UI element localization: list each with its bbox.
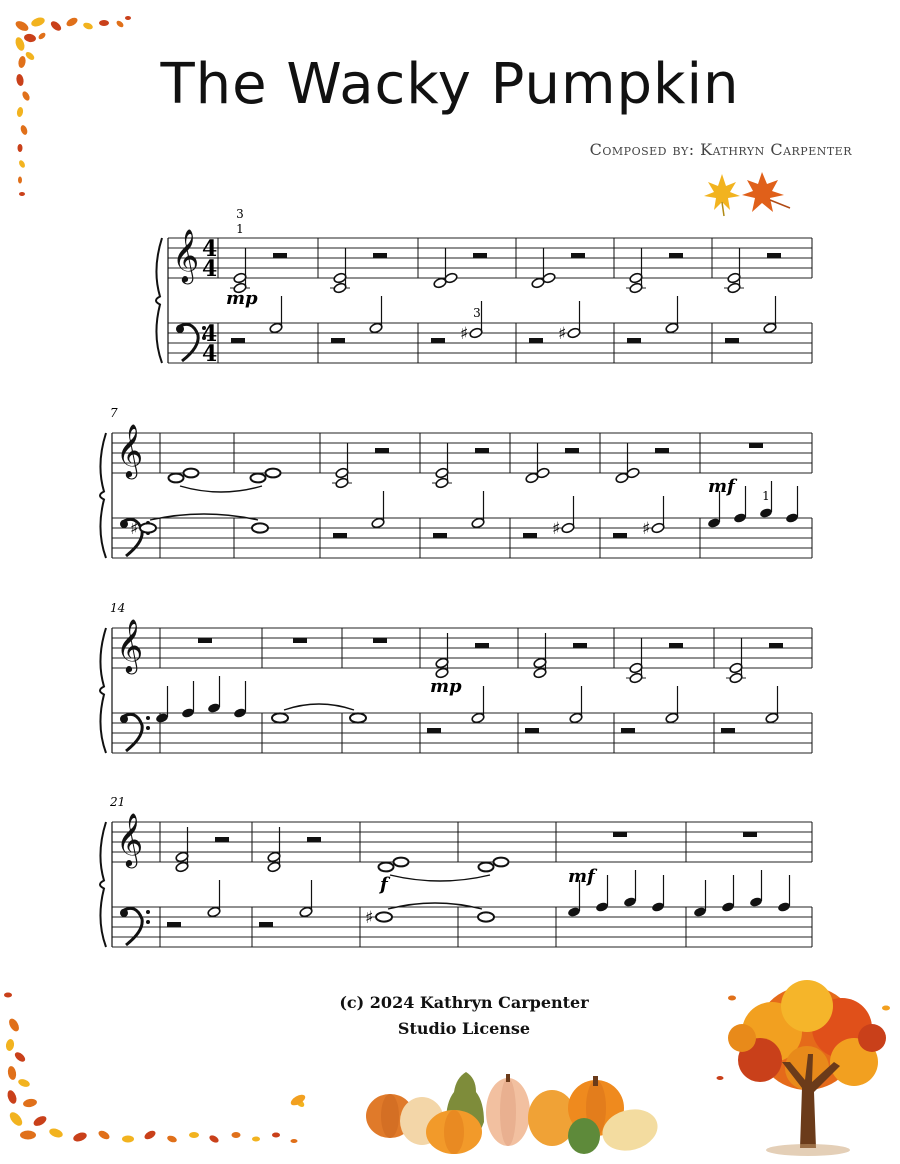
half-rest [167,922,181,927]
sharp-sign-icon: ♯ [130,519,139,539]
quarter-note [777,875,791,913]
tie-arc [388,903,482,909]
measure-number: 7 [110,406,118,420]
dynamic-marking: mf [568,866,595,887]
whole-note [272,713,288,722]
leaf-corner-bottom-left-icon [0,985,310,1155]
whole-note [252,523,268,532]
half-rest [769,643,783,648]
half-note [369,296,383,334]
half-note [765,686,779,724]
pumpkins-illustration [362,1066,662,1156]
half-note [207,880,221,918]
whole-rest [749,443,763,448]
quarter-note [749,870,763,908]
time-signature-top: 4 [202,321,218,347]
treble-clef-icon: 𝄞 [116,618,144,672]
time-signature-bottom: 4 [202,256,218,282]
whole-note [140,523,156,532]
half-note [471,491,485,529]
quarter-note [181,681,195,719]
falling-leaf-icon [288,1092,308,1108]
fingering-number: 3 [473,306,481,320]
half-note [371,491,385,529]
dynamic-marking: mf [708,476,735,497]
half-rest [473,253,487,258]
half-rest [525,728,539,733]
sharp-sign-icon: ♯ [365,908,374,928]
quarter-note [155,686,169,724]
half-rest [613,533,627,538]
fingering-number: 3 [236,207,244,221]
time-signature-top: 4 [202,236,218,262]
chord-dyad [233,248,247,294]
quarter-note [693,880,707,918]
half-rest [523,533,537,538]
whole-rest [743,832,757,837]
chord-dyad [335,443,349,489]
half-rest [215,837,229,842]
system-2 [100,406,812,558]
half-rest [725,338,739,343]
half-note [665,686,679,724]
chord-dyad [729,638,743,684]
system-4 [100,795,812,947]
quarter-note [207,676,221,714]
autumn-tree-illustration [712,978,900,1160]
half-rest [427,728,441,733]
quarter-note [721,875,735,913]
whole-note [350,713,366,722]
quarter-note [233,681,247,719]
copyright-line: (c) 2024 Kathryn Carpenter [339,993,589,1012]
half-note [651,496,665,534]
measure-number: 14 [110,601,126,615]
half-note [269,296,283,334]
chord-dyad [479,858,509,872]
chord-dyad [267,827,281,873]
quarter-note [733,486,747,524]
quarter-note [595,875,609,913]
half-rest [375,448,389,453]
half-rest [721,728,735,733]
half-rest [669,643,683,648]
half-rest [573,643,587,648]
half-note [569,686,583,724]
half-rest [231,338,245,343]
quarter-note [785,486,799,524]
half-rest [621,728,635,733]
sharp-sign-icon: ♯ [558,324,567,344]
chord-dyad [333,248,347,294]
brace [156,238,162,363]
chord-dyad [169,469,199,483]
chord-dyad [533,633,547,679]
whole-rest [198,638,212,643]
sharp-sign-icon: ♯ [642,519,651,539]
half-rest [767,253,781,258]
quarter-note [623,870,637,908]
tie-arc [150,514,258,520]
sharp-sign-icon: ♯ [460,324,469,344]
half-rest [571,253,585,258]
treble-clef-icon: 𝄞 [116,812,144,866]
half-rest [475,448,489,453]
whole-rest [613,832,627,837]
fingering-number: 1 [762,489,770,503]
half-rest [373,253,387,258]
tie-arc [390,875,490,881]
treble-clef-icon: 𝄞 [116,423,144,477]
half-rest [627,338,641,343]
half-note [763,296,777,334]
chord-dyad [251,469,281,483]
half-rest [565,448,579,453]
half-note [561,496,575,534]
half-note [471,686,485,724]
chord-dyad [629,248,643,294]
whole-rest [373,638,387,643]
chord-dyad [435,443,449,489]
half-note [665,296,679,334]
chord-dyad [727,248,741,294]
system-3 [100,601,812,753]
chord-dyad [629,638,643,684]
half-rest [475,643,489,648]
treble-clef-icon: 𝄞 [172,228,200,282]
chord-dyad [175,827,189,873]
half-rest [331,338,345,343]
brace [100,628,106,753]
half-rest [433,533,447,538]
license-line: Studio License [397,1019,531,1038]
sharp-sign-icon: ♯ [552,519,561,539]
whole-note [478,912,494,921]
brace [100,822,106,947]
tie-arc [284,704,354,710]
half-rest [431,338,445,343]
dynamic-marking: mp [430,676,462,697]
dynamic-marking: f [380,874,388,895]
chord-dyad [435,633,449,679]
half-rest [529,338,543,343]
half-note [299,880,313,918]
half-rest [333,533,347,538]
half-rest [669,253,683,258]
whole-rest [293,638,307,643]
half-rest [259,922,273,927]
system-1 [156,207,812,367]
whole-note [376,912,392,921]
half-rest [273,253,287,258]
page-title: The Wacky Pumpkin [160,52,740,117]
quarter-note [651,875,665,913]
half-note [567,301,581,339]
dynamic-marking: mp [226,288,258,309]
half-rest [655,448,669,453]
chord-dyad [379,858,409,872]
half-rest [307,837,321,842]
fingering-number: 1 [236,222,244,236]
tie-arc [180,486,262,492]
measure-number: 21 [110,795,126,809]
composer-credit: Composed by: Kathryn Carpenter [589,140,852,159]
brace [100,433,106,558]
time-signature-bottom: 4 [202,341,218,367]
